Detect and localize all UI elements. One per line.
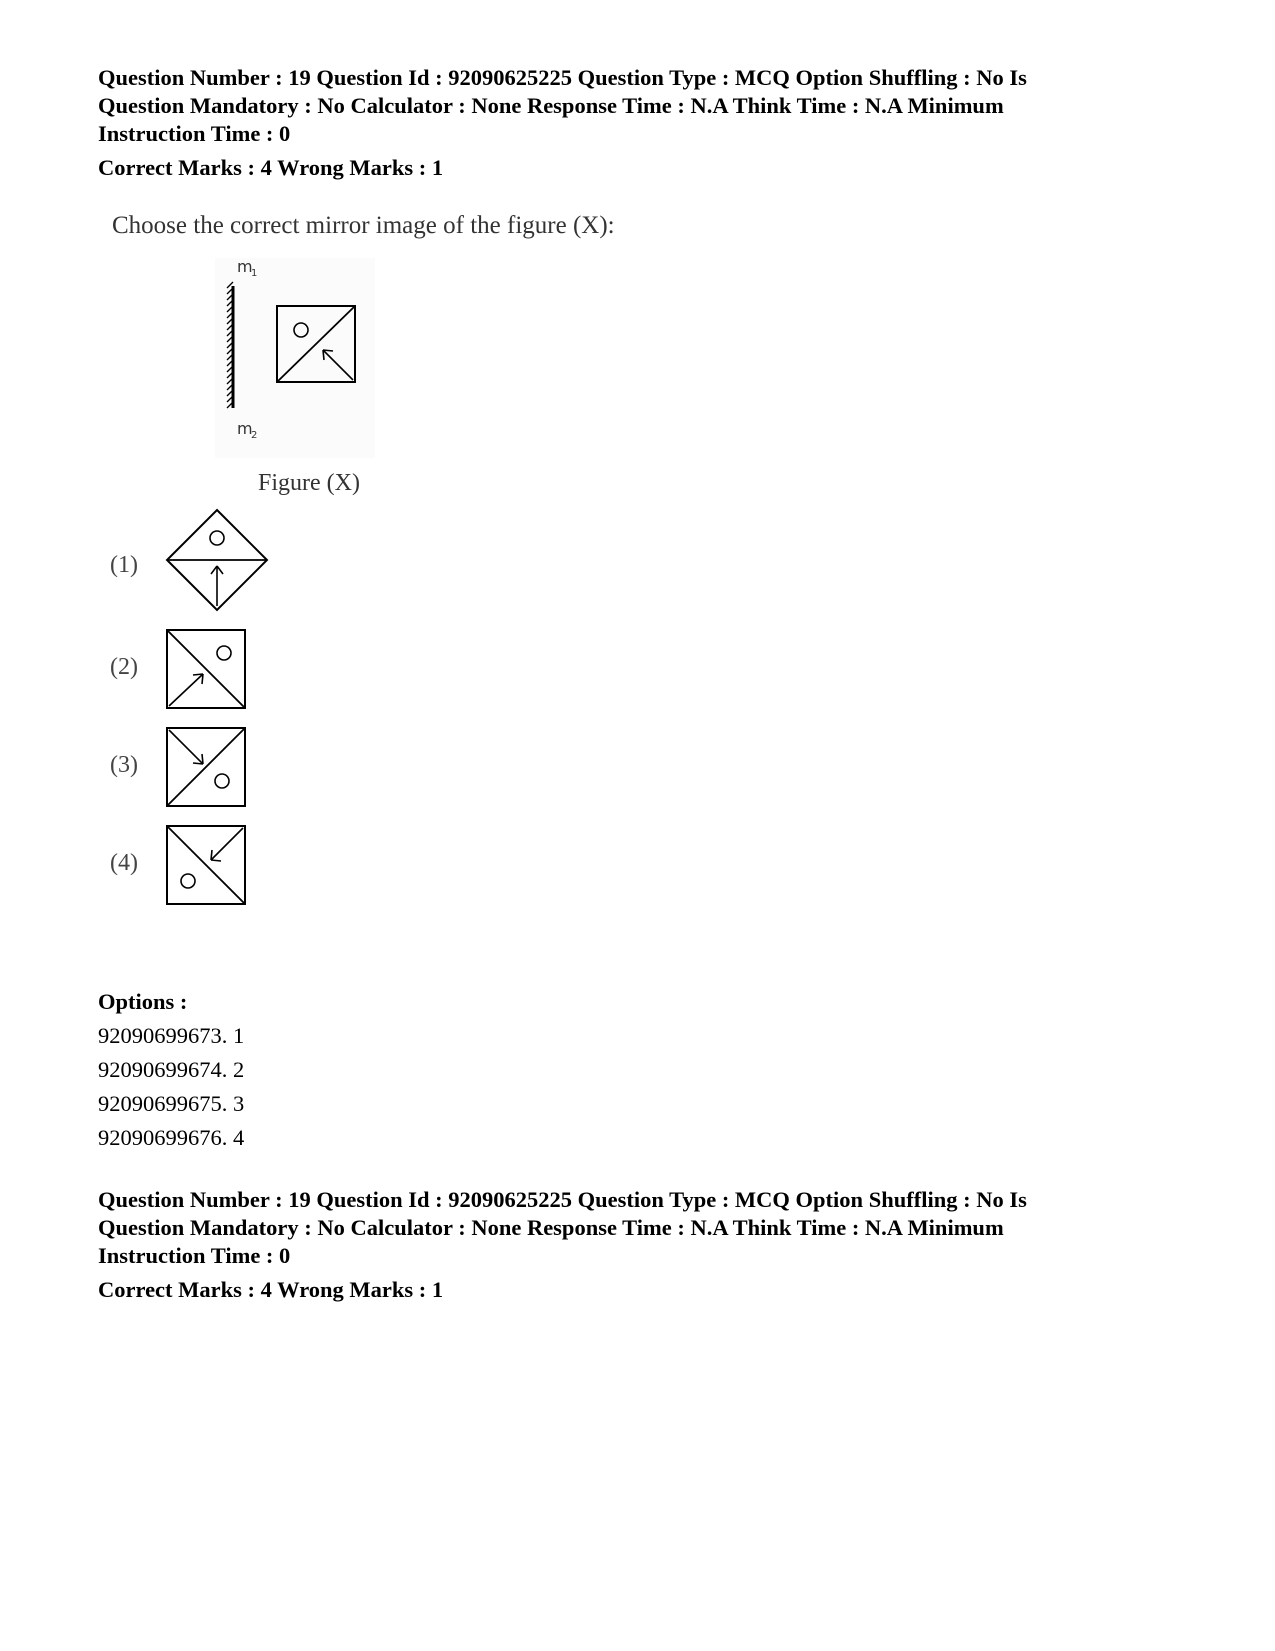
square-with-circle-bottom-left-and-arrow-icon xyxy=(165,824,247,906)
choice-label: (1) xyxy=(110,552,138,578)
figure-x-diagram xyxy=(215,258,375,458)
question-stem: Choose the correct mirror image of the figure (X): xyxy=(112,212,615,239)
options-list xyxy=(98,985,244,1155)
figure-caption: Figure (X) xyxy=(258,470,360,496)
question-meta-line: Question Mandatory : No Calculator : None Response Time : N.A Think Time : N.A Minimum xyxy=(98,1215,1004,1240)
mirror-bottom-label: m xyxy=(237,419,253,438)
choice-label: (4) xyxy=(110,850,138,876)
diamond-with-circle-and-up-arrow-icon xyxy=(165,508,269,612)
question-meta-line: Question Mandatory : No Calculator : None Response Time : N.A Think Time : N.A Minimum xyxy=(98,93,1004,118)
option-item: 92090699674. 2 xyxy=(98,1057,245,1082)
option-item: 92090699675. 3 xyxy=(98,1091,245,1116)
question-meta-line: Question Number : 19 Question Id : 92090625225 Question Type : MCQ Option Shuffling : No Is xyxy=(98,1187,1027,1212)
question-meta-line: Question Number : 19 Question Id : 92090625225 Question Type : MCQ Option Shuffling : No Is xyxy=(98,65,1027,90)
choice-label: (3) xyxy=(110,752,138,778)
question-marks: Correct Marks : 4 Wrong Marks : 1 xyxy=(98,1277,444,1302)
question-meta-line: Instruction Time : 0 xyxy=(98,1243,291,1268)
question-meta-block xyxy=(98,64,1178,182)
options-header: Options : xyxy=(98,989,188,1014)
question-meta-block-repeat xyxy=(98,1186,1178,1304)
choice-label: (2) xyxy=(110,654,138,680)
option-item: 92090699673. 1 xyxy=(98,1023,245,1048)
mirror-bottom-subscript: 2 xyxy=(251,430,258,441)
question-meta-line: Instruction Time : 0 xyxy=(98,121,291,146)
mirror-top-label: m xyxy=(237,258,253,276)
square-with-circle-top-right-and-arrow-icon xyxy=(165,628,247,710)
square-with-circle-bottom-right-and-arrow-icon xyxy=(165,726,247,808)
option-item: 92090699676. 4 xyxy=(98,1125,245,1150)
question-marks: Correct Marks : 4 Wrong Marks : 1 xyxy=(98,155,444,180)
mirror-top-subscript: 1 xyxy=(251,268,258,279)
